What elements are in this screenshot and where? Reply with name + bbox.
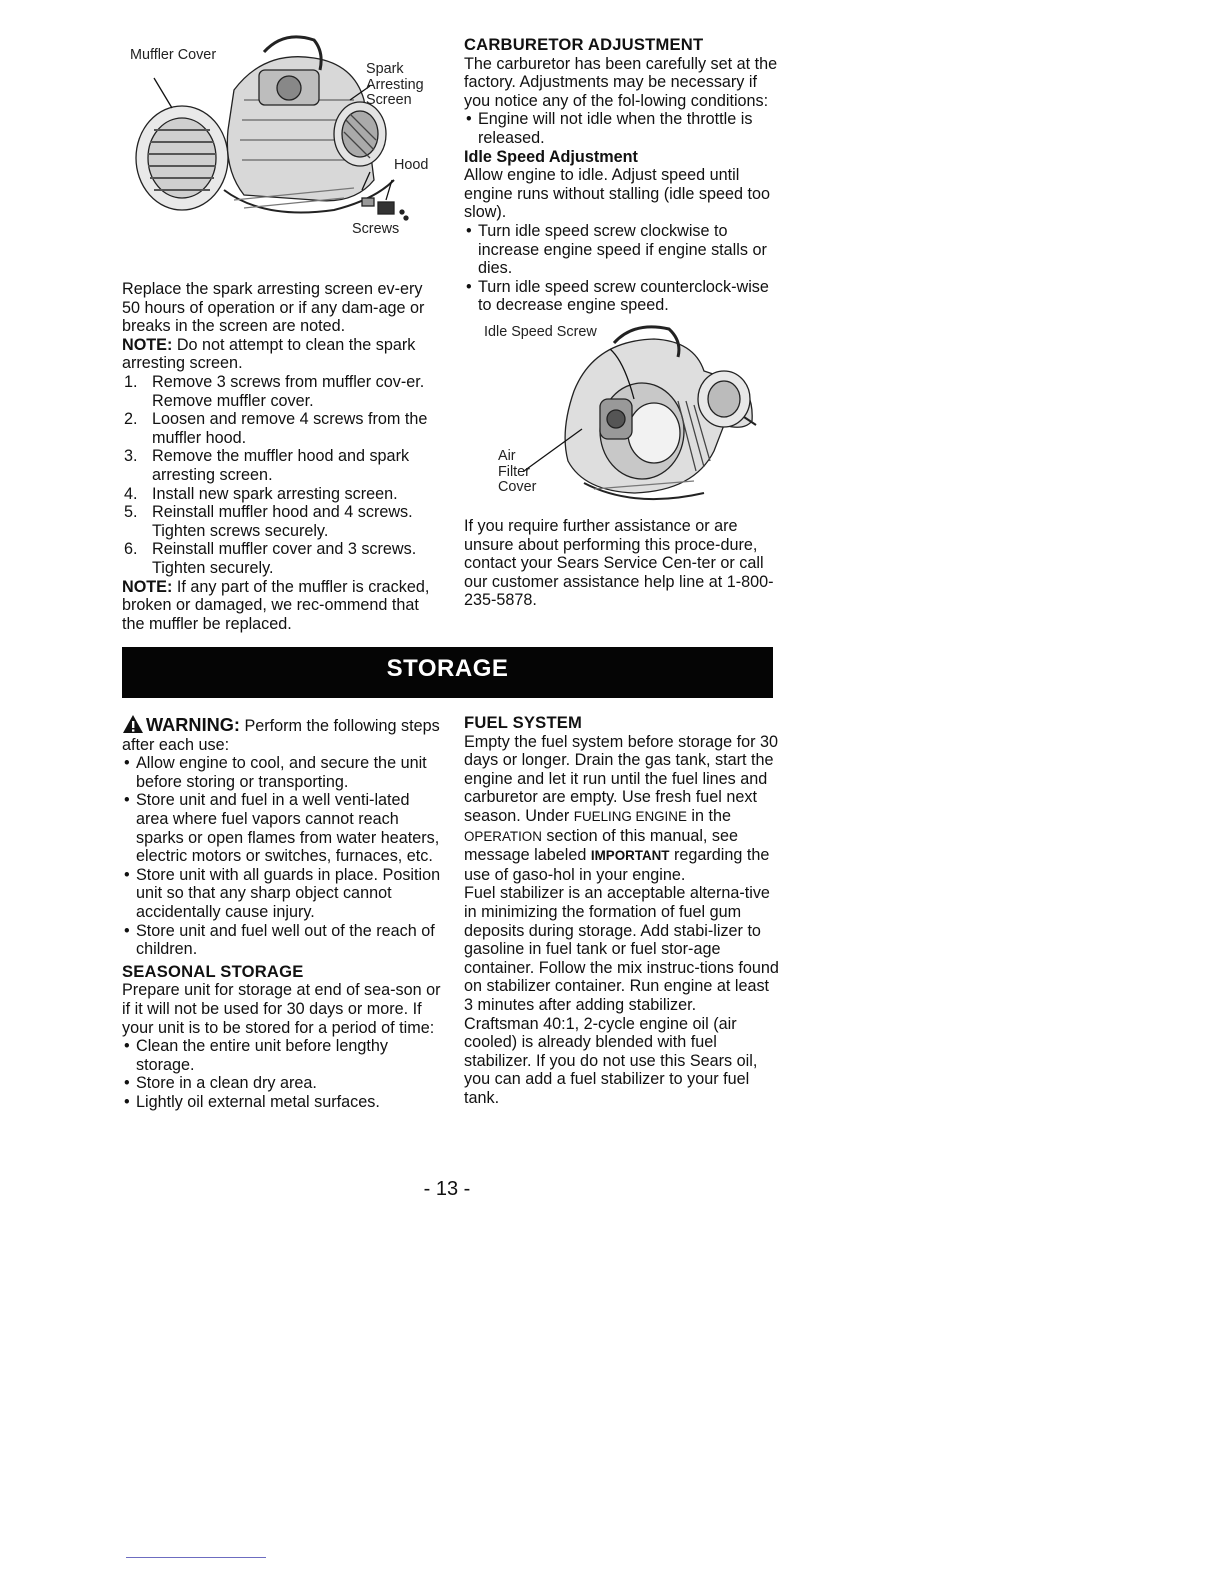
warning-text: Perform the following steps after each use: [122, 717, 440, 754]
seasonal-bullets [122, 1037, 442, 1111]
list-item: • Store unit and fuel in a well venti-lated area where fuel vapors cannot reach sparks or open flames from water heaters, electric motors or switches, furnaces, etc. [122, 791, 442, 865]
warning-bullets [122, 754, 442, 959]
label-muffler-cover: Muffler Cover [130, 47, 217, 63]
carburetor-conditions [464, 110, 782, 147]
spark-screen-intro: Replace the spark arresting screen ev-ery 50 hours of operation or if any dam-age or breaks in the screen are noted. [122, 280, 425, 336]
storage-left-column [122, 714, 442, 1111]
idle-screw-figure [464, 321, 782, 511]
label-idle-speed-screw: Idle Speed Screw [484, 323, 597, 340]
operation-ref: OPERATION [464, 828, 542, 844]
list-item: • Store in a clean dry area. [122, 1074, 442, 1093]
label-screws: Screws [352, 221, 400, 237]
list-item: • Store unit with all guards in place. Position unit so that any sharp object cannot accidentally cause injury. [122, 866, 442, 922]
spark-screen-section [122, 280, 442, 633]
fuel-system-heading: FUEL SYSTEM [464, 713, 583, 732]
list-item: 2. Loosen and remove 4 screws from the muffler hood. [124, 410, 428, 447]
label-spark-arresting-screen: Spark Arresting Screen [366, 61, 424, 109]
fuel-system-paragraph-2: Fuel stabilizer is an acceptable alterna-tive in minimizing the formation of fuel gum deposits during storage. Add stabi-lizer to gasoline in fuel tank or fuel stor-age container. Follow the mix instruc-tions found on stabilizer container. Run engine at least 3 minutes after adding stabilizer. [464, 884, 779, 1014]
list-item: • Engine will not idle when the throttle is released. [464, 110, 782, 147]
footer-rule [126, 1557, 266, 1558]
idle-speed-heading: Idle Speed Adjustment [464, 147, 638, 166]
spark-screen-note [122, 336, 442, 373]
fueling-engine-ref: FUELING ENGINE [573, 808, 687, 824]
page-number: - 13 - [423, 1178, 471, 1200]
label-hood: Hood [394, 157, 429, 173]
idle-speed-bullets [464, 222, 782, 315]
fuel-system-paragraph-1: Empty the fuel system before storage for 30 days or longer. Drain the gas tank, start the engine and let it run until the fuel lines and carburetor are empty. Use fresh fuel next season. Under FUELING ENGINE in the OPERATION section of this manual, see message labeled IMPORTANT regarding the use of gaso-hol in your engine. [464, 732, 779, 884]
storage-banner [122, 647, 773, 698]
list-item: • Allow engine to cool, and secure the unit before storing or transporting. [122, 754, 442, 791]
warning-icon [122, 714, 144, 734]
list-item: • Lightly oil external metal surfaces. [122, 1093, 442, 1112]
storage-title: STORAGE [386, 655, 509, 682]
list-item: 3. Remove the muffler hood and spark arresting screen. [124, 447, 410, 484]
list-item: • Turn idle speed screw clockwise to increase engine speed if engine stalls or dies. [464, 222, 782, 278]
list-item: 1. Remove 3 screws from muffler cov-er. Remove muffler cover. [124, 372, 425, 410]
list-item: • Clean the entire unit before lengthy storage. [122, 1037, 442, 1074]
important-ref: IMPORTANT [590, 848, 670, 864]
seasonal-heading: SEASONAL STORAGE [122, 961, 304, 981]
list-item: 6. Reinstall muffler cover and 3 screws. Tighten securely. [124, 540, 417, 577]
carburetor-section [464, 36, 782, 610]
seasonal-intro: Prepare unit for storage at end of sea-son or if it will not be used for 30 days or more. If your unit is to be stored for a period of time: [122, 981, 441, 1037]
warning-block [122, 714, 442, 754]
spark-screen-steps [122, 373, 442, 578]
label-air-filter-cover: Air Filter Cover [498, 447, 537, 496]
fuel-system-section [464, 714, 782, 1107]
list-item: • Turn idle speed screw counterclock-wise to decrease engine speed. [464, 278, 782, 315]
carburetor-intro: The carburetor has been carefully set at the factory. Adjustments may be necessary if you notice any of the fol-lowing conditions: [464, 54, 778, 110]
carburetor-heading: CARBURETOR ADJUSTMENT [464, 35, 704, 54]
muffler-note [122, 578, 442, 634]
idle-speed-text: Allow engine to idle. Adjust speed until engine runs without stalling (idle speed too slow). [464, 166, 770, 222]
note-label: NOTE: [122, 577, 173, 596]
warning-label: WARNING: [146, 715, 240, 735]
list-item: • Store unit and fuel well out of the reach of children. [122, 922, 442, 959]
list-item: 4. Install new spark arresting screen. [124, 484, 398, 503]
list-item: 5. Reinstall muffler hood and 4 screws. Tighten screws securely. [124, 503, 413, 540]
assistance-text: If you require further assistance or are unsure about performing this proce-dure, contact your Sears Service Cen-ter or call our customer assistance help line at 1-800-235-5878. [464, 516, 774, 610]
muffler-figure [124, 30, 444, 245]
note-text: Do not attempt to clean the spark arresting screen. [122, 335, 416, 373]
note-label: NOTE: [122, 335, 173, 354]
note-text: If any part of the muffler is cracked, broken or damaged, we rec-ommend that the muffler be replaced. [122, 577, 430, 633]
fuel-system-paragraph-3: Craftsman 40:1, 2-cycle engine oil (air cooled) is already blended with fuel stabilizer. If you do not use this Sears oil, you can add a fuel stabilizer to your fuel tank. [464, 1014, 758, 1107]
